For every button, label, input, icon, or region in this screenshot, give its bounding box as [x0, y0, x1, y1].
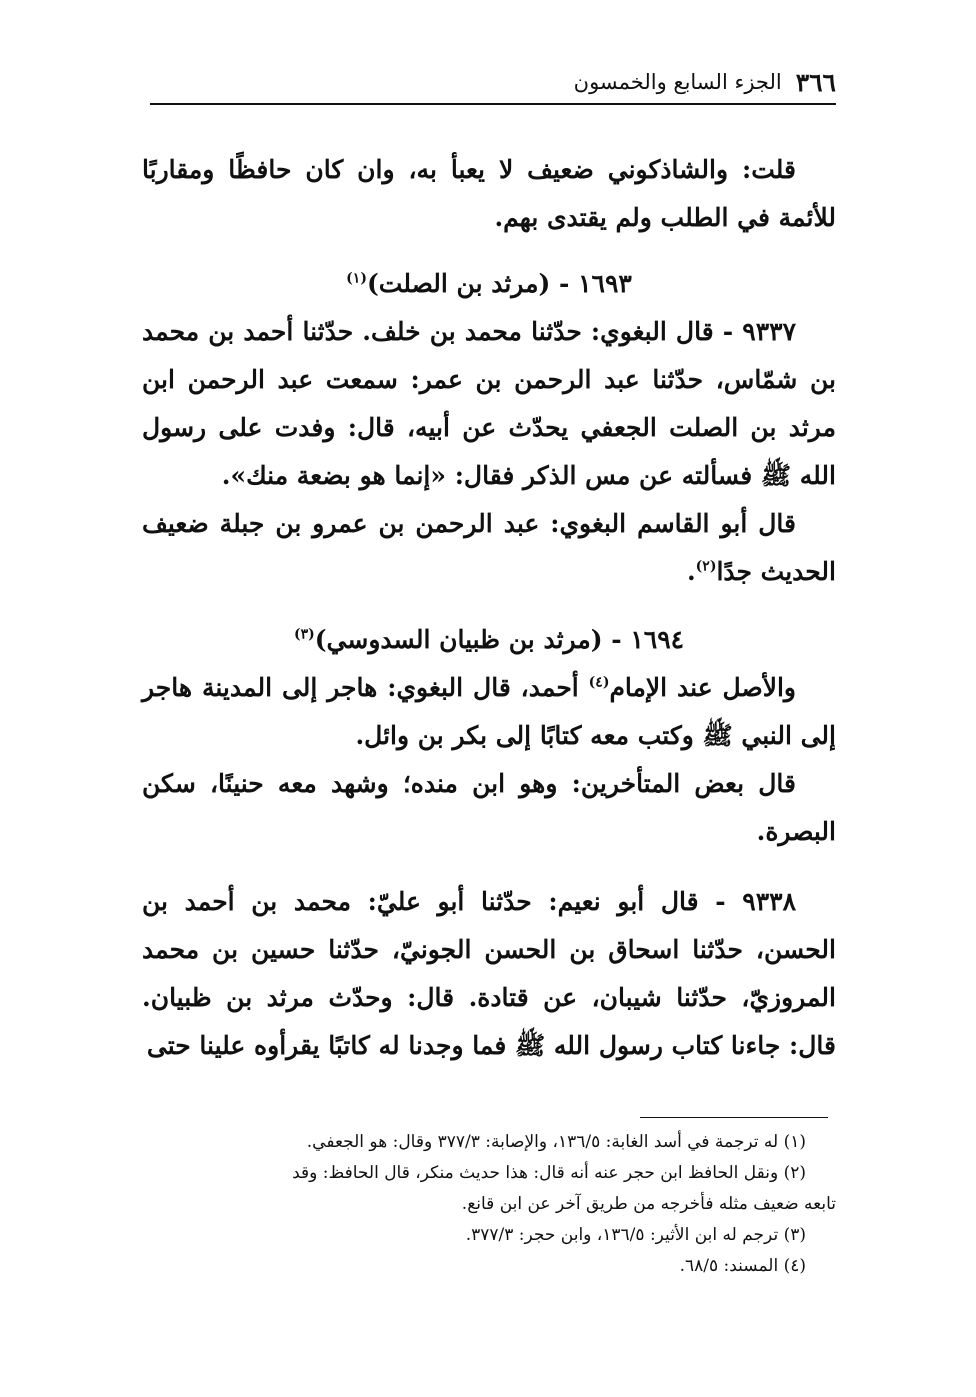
paragraph-hadith-9337: ٩٣٣٧ - قال البغوي: حدّثنا محمد بن خلف. حدّثنا أحمد بن محمد بن شمّاس، حدّثنا عبد الرحمن بن عمر: سمعت عبد الرحمن ابن مرثد بن الصلت الجعفي يحدّث عن أبيه، قال: وفدت على رسول الله ﷺ فسألته عن مس الذكر فقال: «إنما هو بضعة منك».	[142, 317, 836, 490]
paragraph-mutaakhkhirin: قال بعض المتأخرين: وهو ابن منده؛ وشهد معه حنينًا، سكن البصرة.	[142, 769, 836, 846]
paragraph-intro: قلت: والشاذكوني ضعيف لا يعبأ به، وان كان حافظًا ومقاربًا للأئمة في الطلب ولم يقتدى بهم.	[142, 155, 836, 232]
footnote-marker-3: (٣)	[293, 626, 315, 643]
footnote-1: (١) له ترجمة في أسد الغابة: ١٣٦/٥، والإصابة: ٣٧٧/٣ وقال: هو الجعفي.	[306, 1132, 806, 1152]
footnote-2-line-1: (٢) ونقل الحافظ ابن حجر عنه أنه قال: هذا حديث منكر، قال الحافظ: وقد	[292, 1163, 806, 1183]
footnotes	[136, 1127, 836, 1282]
asl-text-start: والأصل عند الإمام	[609, 673, 796, 702]
paragraph-baghawi-comment: قال أبو القاسم البغوي: عبد الرحمن بن عمرو بن جبلة ضعيف الحديث جدًا$^{(٢)}$.	[142, 509, 836, 586]
heading-entry-1694	[142, 616, 836, 664]
footnote-2-line-2: تابعه ضعيف مثله فأخرجه من طريق آخر عن ابن قانع.	[461, 1194, 836, 1214]
paragraph-asl	[142, 664, 836, 760]
footnote-separator	[640, 1117, 828, 1118]
running-title: الجزء السابع والخمسون	[573, 70, 782, 94]
asl-text-end: أحمد، قال البغوي: هاجر إلى المدينة هاجر إلى النبي ﷺ وكتب معه كتابًا إلى بكر بن وائل.	[142, 673, 836, 750]
heading-entry-1693	[142, 260, 836, 308]
heading-1693-text: ١٦٩٣ - (مرثد بن الصلت)	[366, 269, 632, 298]
paragraph-hadith-9338: ٩٣٣٨ - قال أبو نعيم: حدّثنا أبو عليّ: محمد بن أحمد بن الحسن، حدّثنا اسحاق بن الحسن الجونيّ، حدّثنا حسين بن محمد المروزيّ، حدّثنا شيبان، عن قتادة. قال: وحدّث مرثد بن ظبيان. قال: جاءنا كتاب رسول الله ﷺ فما وجدنا له كاتبًا يقرأوه علينا حتى	[142, 887, 836, 1060]
footnote-4: (٤) المسند: ٦٨/٥.	[679, 1256, 806, 1276]
footnote-3: (٣) ترجم له ابن الأثير: ١٣٦/٥، وابن حجر: ٣٧٧/٣.	[465, 1225, 806, 1245]
running-header	[150, 64, 836, 100]
page-number: ٣٦٦	[795, 67, 836, 97]
header-rule	[150, 103, 836, 105]
main-text	[142, 146, 836, 1070]
footnote-marker-4: (٤)	[588, 674, 610, 691]
heading-1694-text: ١٦٩٤ - (مرثد بن ظبيان السدوسي)	[314, 625, 685, 654]
baghawi-comment-text: قال أبو القاسم البغوي: عبد الرحمن بن عمرو بن جبلة ضعيف الحديث جدًا	[142, 509, 836, 586]
footnote-marker-1: (١)	[346, 270, 367, 287]
footnote-marker-2: (٢)	[695, 558, 717, 575]
